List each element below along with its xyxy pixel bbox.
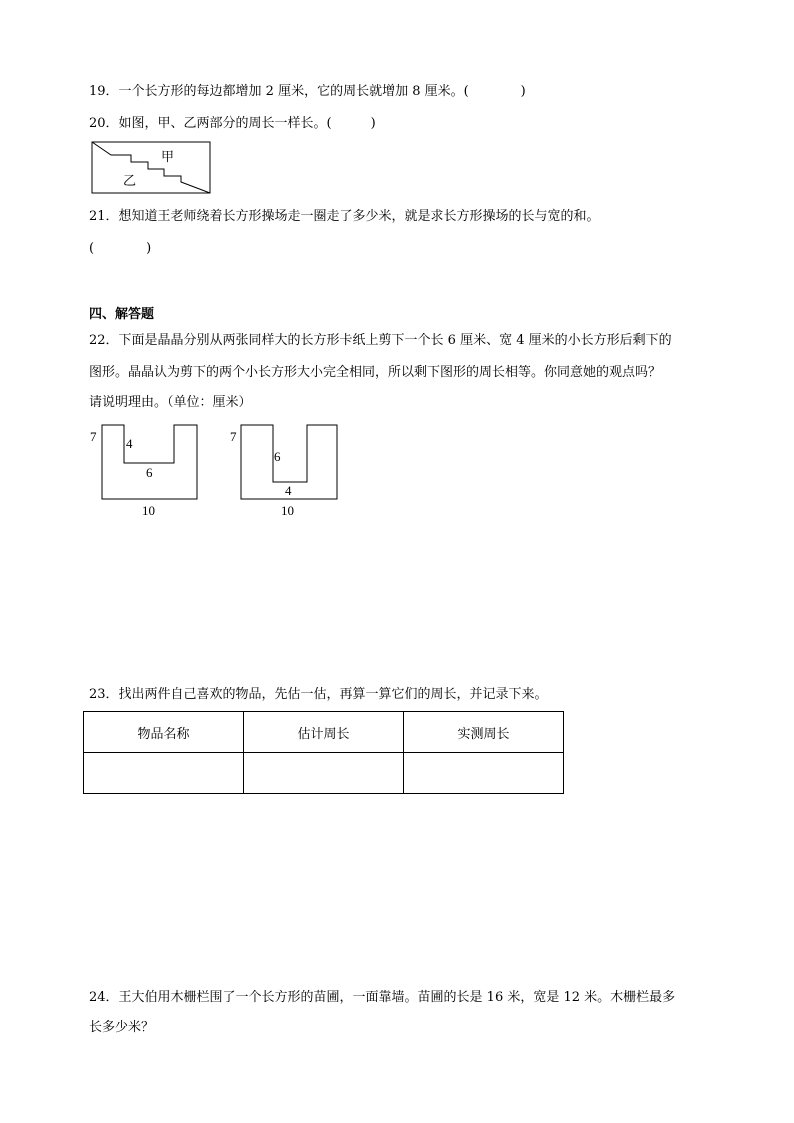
q22-figures — [85, 420, 345, 520]
q22-left-base-label: 10 — [142, 503, 155, 518]
q22-right-height-label: 7 — [230, 429, 237, 444]
q20-label-jia: 甲 — [161, 149, 175, 164]
perimeter-record-table — [83, 711, 564, 794]
question-20: 20．如图，甲、乙两部分的周长一样长。( ) — [89, 116, 376, 131]
question-21-answer-blank: ( ) — [89, 241, 152, 256]
q22-left-height-label: 7 — [90, 429, 97, 444]
cell-measured-perimeter[interactable] — [404, 753, 564, 794]
question-22-line-3: 请说明理由。（单位：厘米） — [89, 395, 252, 410]
question-21-line-1: 21．想知道王老师绕着长方形操场走一圈走了多少米，就是求长方形操场的长与宽的和。 — [89, 209, 600, 224]
q22-right-depth-label: 6 — [274, 449, 281, 464]
question-23: 23．找出两件自己喜欢的物品，先估一估，再算一算它们的周长，并记录下来。 — [89, 687, 548, 702]
header-measured-perimeter: 实测周长 — [404, 712, 564, 753]
question-24-line-2: 长多少米？ — [89, 1020, 155, 1035]
q22-left-gap-label: 6 — [146, 465, 153, 480]
table-header-row — [84, 712, 564, 753]
question-22-line-2: 图形。晶晶认为剪下的两个小长方形大小完全相同，所以剩下图形的周长相等。你同意她的观点吗？ — [89, 365, 662, 380]
table-row — [84, 753, 564, 794]
header-estimated-perimeter: 估计周长 — [244, 712, 404, 753]
cell-item-name[interactable] — [84, 753, 244, 794]
q20-staircase-figure — [91, 141, 212, 195]
q20-label-yi: 乙 — [123, 173, 137, 188]
cell-estimated-perimeter[interactable] — [244, 753, 404, 794]
q22-left-depth-label: 4 — [126, 436, 133, 451]
section-title: 四、解答题 — [89, 307, 155, 322]
q22-right-base-label: 10 — [281, 503, 294, 518]
question-24-line-1: 24．王大伯用木栅栏围了一个长方形的苗圃，一面靠墙。苗圃的长是 16 米，宽是 12 米。木栅栏最多 — [89, 990, 676, 1005]
q22-right-gap-label: 4 — [285, 483, 292, 498]
header-item-name: 物品名称 — [84, 712, 244, 753]
question-19: 19．一个长方形的每边都增加 2 厘米，它的周长就增加 8 厘米。( ) — [89, 84, 526, 99]
question-22-line-1: 22．下面是晶晶分别从两张同样大的长方形卡纸上剪下一个长 6 厘米、宽 4 厘米的小长方形后剩下的 — [89, 333, 672, 348]
